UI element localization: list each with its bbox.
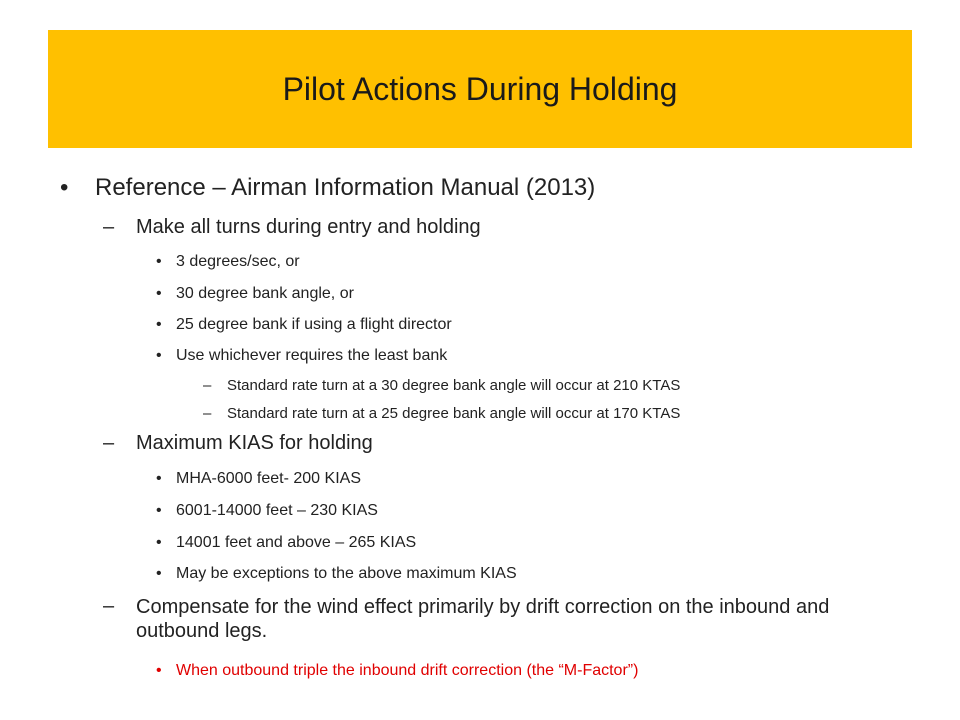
bullet-marker: • — [156, 316, 162, 333]
bullet-text: Reference – Airman Information Manual (2013) — [95, 174, 596, 201]
dash-marker: – — [103, 216, 115, 238]
bullet-text: MHA-6000 feet- 200 KIAS — [176, 470, 361, 487]
bullet-marker: • — [156, 662, 162, 679]
bullet-marker: • — [156, 565, 162, 582]
bullet-marker: • — [156, 502, 162, 519]
bullet-marker: • — [156, 285, 162, 302]
bullet-marker: • — [156, 253, 162, 270]
bullet-text: 25 degree bank if using a flight director — [176, 316, 452, 333]
bullet-marker: • — [60, 174, 69, 201]
bullet-text: 6001-14000 feet – 230 KIAS — [176, 502, 378, 519]
bullet-text: When outbound triple the inbound drift correction (the “M-Factor”) — [176, 662, 639, 679]
bullet-text: 30 degree bank angle, or — [176, 285, 354, 302]
bullet-text: 14001 feet and above – 265 KIAS — [176, 534, 417, 551]
bullet-text: Standard rate turn at a 25 degree bank angle will occur at 170 KTAS — [227, 405, 681, 422]
bullet-marker: • — [156, 534, 162, 551]
dash-marker: – — [103, 595, 115, 617]
dash-marker: – — [103, 432, 115, 454]
bullet-text: 3 degrees/sec, or — [176, 253, 300, 270]
title-banner — [48, 30, 912, 148]
slide-title: Pilot Actions During Holding — [282, 70, 678, 107]
dash-marker: – — [203, 377, 212, 394]
bullet-text: Standard rate turn at a 30 degree bank angle will occur at 210 KTAS — [227, 377, 681, 394]
dash-marker: – — [203, 405, 212, 422]
bullet-text: May be exceptions to the above maximum KIAS — [176, 565, 517, 582]
bullet-text: Maximum KIAS for holding — [136, 432, 373, 454]
bullet-text: Use whichever requires the least bank — [176, 347, 448, 364]
bullet-marker: • — [156, 470, 162, 487]
bullet-text: Compensate for the wind effect primarily by drift correction on the inbound and outbound legs. — [136, 596, 830, 642]
bullet-marker: • — [156, 347, 162, 364]
bullet-text: Make all turns during entry and holding — [136, 216, 481, 238]
